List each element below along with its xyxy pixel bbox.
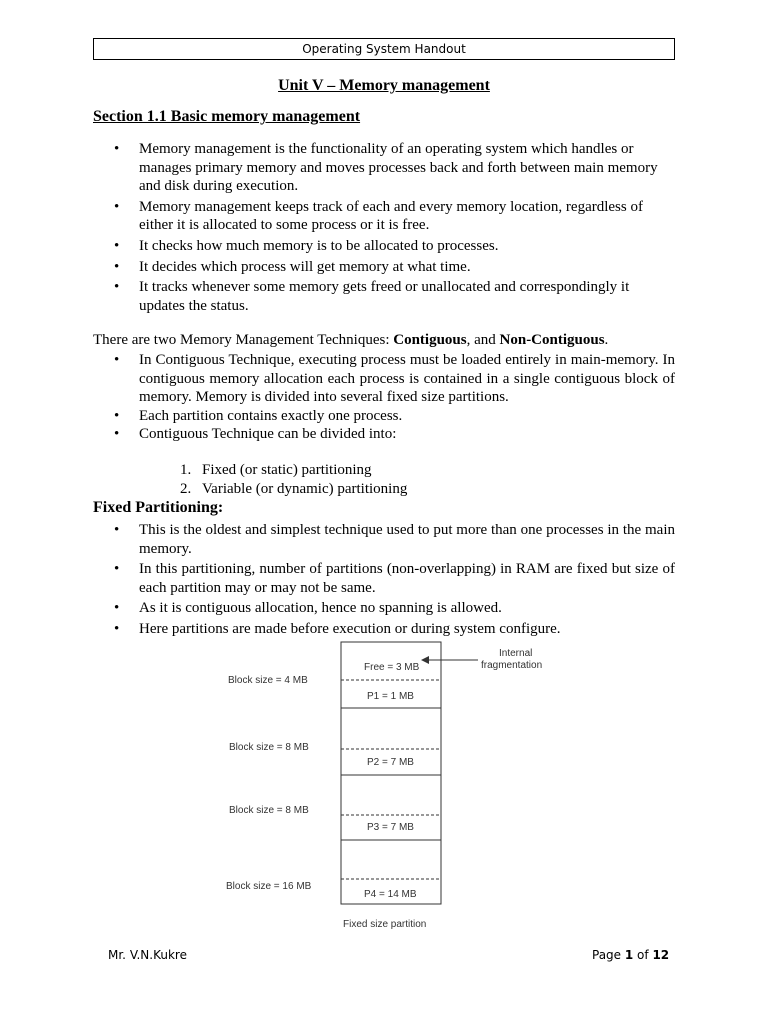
- bullet-icon: •: [114, 620, 120, 637]
- process-label: P2 = 7 MB: [367, 757, 414, 768]
- list-item: • In Contiguous Technique, executing process must be loaded entirely in main-memory. In contiguous memory allocation each process is contained in a single contiguous block of memory. Memory is divided into several fixed size partitions.: [114, 352, 675, 406]
- block-size-label: Block size = 8 MB: [229, 805, 309, 816]
- bullet-icon: •: [114, 279, 120, 296]
- header-text: Operating System Handout: [302, 42, 466, 56]
- bullet-icon: •: [114, 352, 120, 368]
- process-label: P4 = 14 MB: [364, 889, 417, 900]
- block-size-label: Block size = 8 MB: [229, 742, 309, 753]
- bullet-icon: •: [114, 522, 120, 538]
- bullet-icon: •: [114, 198, 120, 215]
- annotation-label: fragmentation: [481, 660, 543, 671]
- list-item: • It decides which process will get memory at what time.: [114, 258, 471, 275]
- list-item: • It tracks whenever some memory gets freed or unallocated and correspondingly it updates the status.: [114, 279, 630, 314]
- free-label: Free = 3 MB: [364, 662, 420, 673]
- sub-list-item: 2. Variable (or dynamic) partitioning: [180, 481, 408, 497]
- footer-page-number: Page 1 of 12: [592, 948, 670, 962]
- list-item: • It checks how much memory is to be allocated to processes.: [114, 237, 499, 254]
- term-non-contiguous: Non-Contiguous: [499, 332, 605, 348]
- term-contiguous: Contiguous: [393, 332, 467, 348]
- block-size-label: Block size = 4 MB: [228, 675, 308, 686]
- process-label: P1 = 1 MB: [367, 691, 414, 702]
- section-title: Section 1.1 Basic memory management: [93, 108, 361, 125]
- annotation-label: Internal: [499, 648, 533, 659]
- list-item: • This is the oldest and simplest technique used to put more than one processes in the main memory.: [114, 522, 675, 557]
- diagram-caption: Fixed size partition: [343, 919, 427, 930]
- bullet-icon: •: [114, 600, 120, 617]
- list-item: • In this partitioning, number of partitions (non-overlapping) in RAM are fixed but size of each partition may or may not be same.: [114, 561, 675, 596]
- block-size-label: Block size = 16 MB: [226, 881, 312, 892]
- bullet-icon: •: [114, 561, 120, 578]
- sub-list-item: 1. Fixed (or static) partitioning: [180, 462, 372, 478]
- bullet-icon: •: [114, 237, 120, 254]
- page-title: Unit V – Memory management: [278, 77, 490, 94]
- techniques-intro: There are two Memory Management Techniques: Contiguous, and Non-Contiguous.: [93, 332, 609, 348]
- list-item: • Memory management keeps track of each and every memory location, regardless of either it is allocated to some process or it is free.: [114, 198, 643, 234]
- bullet-icon: •: [114, 258, 120, 275]
- process-label: P3 = 7 MB: [367, 822, 414, 833]
- bullet-icon: •: [114, 426, 120, 443]
- memory-column: [341, 642, 441, 904]
- list-item: • Each partition contains exactly one process.: [114, 407, 403, 424]
- list-item: • Memory management is the functionality of an operating system which handles or manages primary memory and moves processes back and forth between main memory and disk during execution.: [114, 141, 658, 195]
- bullet-icon: •: [114, 407, 120, 424]
- footer-author: Mr. V.N.Kukre: [108, 948, 187, 962]
- list-item: • Here partitions are made before execution or during system configure.: [114, 620, 561, 637]
- list-item: • Contiguous Technique can be divided into:: [114, 426, 397, 443]
- list-item: • As it is contiguous allocation, hence no spanning is allowed.: [114, 600, 502, 617]
- fixed-partitioning-title: Fixed Partitioning:: [93, 499, 224, 516]
- bullet-icon: •: [114, 141, 120, 157]
